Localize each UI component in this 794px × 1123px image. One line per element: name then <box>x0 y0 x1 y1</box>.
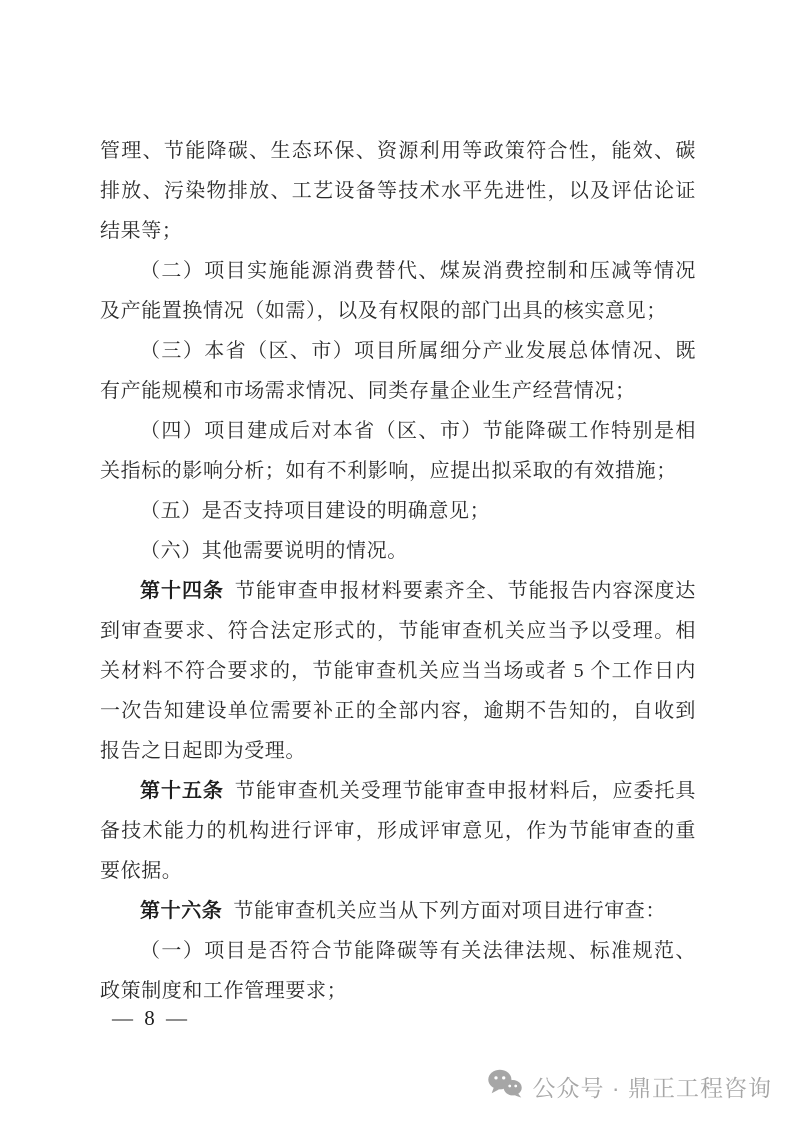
paragraph <box>100 491 696 531</box>
paragraph <box>100 931 696 1011</box>
paragraph-article-16 <box>100 891 696 931</box>
page-number: — 8 — <box>112 1006 190 1030</box>
paragraph-text: 节能审查申报材料要素齐全、节能报告内容深度达到审查要求、符合法定形式的，节能审查机关应当予以受理。相关材料不符合要求的，节能审查机关应当当场或者 5 个工作日内一次告知建设单位需要补正的全部内容，逾期不告知的，自收到报告之日起即为受理。 <box>100 580 696 762</box>
wechat-icon <box>487 1068 523 1104</box>
paragraph <box>100 251 696 331</box>
paragraph <box>100 331 696 411</box>
article-number: 第十五条 <box>140 780 224 802</box>
paragraph-text: （五）是否支持项目建设的明确意见； <box>140 500 491 522</box>
paragraph-text: （三）本省（区、市）项目所属细分产业发展总体情况、既有产能规模和市场需求情况、同类存量企业生产经营情况； <box>100 340 696 402</box>
paragraph-article-14 <box>100 571 696 771</box>
paragraph-text: 节能审查机关应当从下列方面对项目进行审查： <box>233 900 667 922</box>
paragraph <box>100 411 696 491</box>
paragraph-article-15 <box>100 771 696 891</box>
paragraph <box>100 531 696 571</box>
paragraph-text: （四）项目建成后对本省（区、市）节能降碳工作特别是相关指标的影响分析；如有不利影响，应提出拟采取的有效措施； <box>100 420 696 482</box>
paragraph-text: （一）项目是否符合节能降碳等有关法律法规、标准规范、政策制度和工作管理要求； <box>100 940 696 1002</box>
paragraph <box>100 131 696 251</box>
article-number: 第十六条 <box>140 900 223 922</box>
article-number: 第十四条 <box>140 580 224 602</box>
paragraph-text: 节能审查机关受理节能审查申报材料后，应委托具备技术能力的机构进行评审，形成评审意见，作为节能审查的重要依据。 <box>100 780 696 882</box>
wechat-watermark <box>487 1068 772 1104</box>
document-body <box>100 131 696 1011</box>
paragraph-text: 管理、节能降碳、生态环保、资源利用等政策符合性，能效、碳排放、污染物排放、工艺设备等技术水平先进性，以及评估论证结果等； <box>100 140 696 242</box>
watermark-label: 公众号 · 鼎正工程咨询 <box>532 1074 772 1101</box>
paragraph-text: （六）其他需要说明的情况。 <box>140 540 408 562</box>
paragraph-text: （二）项目实施能源消费替代、煤炭消费控制和压减等情况及产能置换情况（如需），以及有权限的部门出具的核实意见； <box>100 260 696 322</box>
